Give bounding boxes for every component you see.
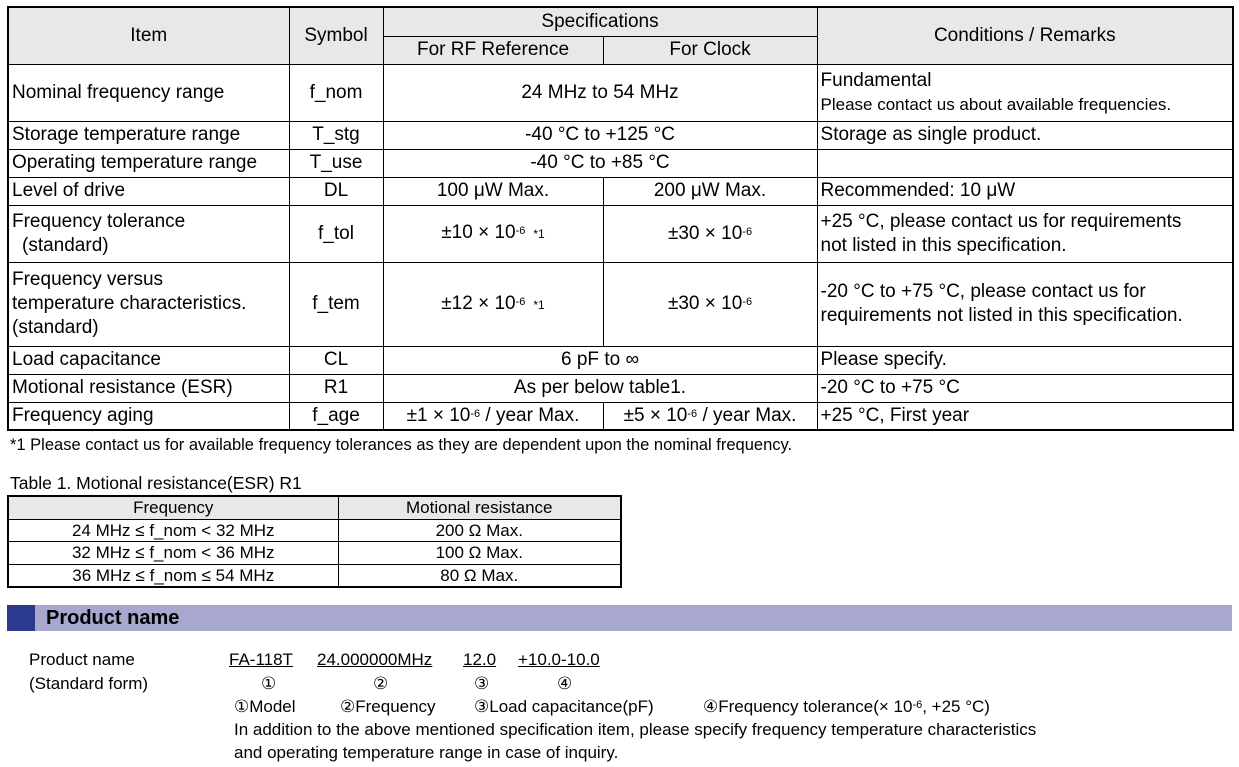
marker-2: ② <box>373 674 389 693</box>
item-line: temperature characteristics. <box>12 293 247 314</box>
table-row <box>8 564 621 587</box>
rf-value-cell: 100 μW Max. <box>383 177 603 205</box>
value-text: ±10 × 10 <box>441 222 516 243</box>
item-cell <box>8 262 289 346</box>
value-text: ±12 × 10 <box>441 292 516 314</box>
header-item: Item <box>8 7 289 64</box>
frequency-cell: 36 MHz ≤ f_nom ≤ 54 MHz <box>8 564 338 587</box>
rf-value-cell <box>383 205 603 262</box>
header-specifications: Specifications <box>383 7 817 36</box>
symbol-cell: f_age <box>289 402 383 430</box>
symbol-cell: CL <box>289 346 383 374</box>
table-row <box>8 402 1233 430</box>
item-line: Frequency tolerance <box>12 210 186 232</box>
standard-form-label: (Standard form) <box>29 674 149 693</box>
remark-cell: -20 °C to +75 °C <box>817 374 1233 402</box>
item-line: Frequency versus <box>12 269 164 290</box>
legend-tolerance <box>703 697 990 717</box>
rf-value-cell <box>383 262 603 346</box>
footnote-ref: *1 <box>533 297 545 312</box>
remark-line: Fundamental <box>820 69 932 91</box>
table-row <box>8 64 1233 121</box>
note-line-2: and operating temperature range in case of inquiry. <box>234 743 619 762</box>
table-row <box>8 205 1233 262</box>
symbol-cell: f_tem <box>289 262 383 346</box>
part-frequency: 24.000000MHz <box>317 650 433 669</box>
legend-model: ①Model <box>234 697 296 716</box>
item-cell <box>8 205 289 262</box>
product-name-label: Product name <box>29 650 135 669</box>
footnote-ref: *1 <box>533 227 545 241</box>
remark-cell <box>817 262 1233 346</box>
marker-1: ① <box>261 674 277 693</box>
resistance-cell: 80 Ω Max. <box>338 564 621 587</box>
clock-value-cell <box>603 262 817 346</box>
part-tolerance: +10.0-10.0 <box>518 650 600 669</box>
remark-line: +25 °C, please contact us for requirements <box>820 210 1182 232</box>
table-row <box>8 177 1233 205</box>
exponent: -6 <box>515 295 526 308</box>
table-row <box>8 149 1233 177</box>
item-cell: Load capacitance <box>8 346 289 374</box>
remark-line: -20 °C to +75 °C, please contact us for <box>820 281 1146 302</box>
note-line-1: In addition to the above mentioned specification item, please specify frequency temperature characteristics <box>234 720 1037 739</box>
part-load: 12.0 <box>463 650 497 669</box>
header-resistance: Motional resistance <box>338 496 621 519</box>
item-cell: Storage temperature range <box>8 121 289 149</box>
legend-text: , +25 °C) <box>922 697 990 716</box>
section-title: Product name <box>46 607 180 629</box>
clock-value-cell <box>603 205 817 262</box>
frequency-cell: 32 MHz ≤ f_nom < 36 MHz <box>8 542 338 565</box>
value-cell: 24 MHz to 54 MHz <box>383 64 817 121</box>
resistance-cell: 100 Ω Max. <box>338 542 621 565</box>
clock-value-cell <box>603 402 817 430</box>
remark-cell: Storage as single product. <box>817 121 1233 149</box>
remark-cell: Recommended: 10 μW <box>817 177 1233 205</box>
marker-3: ③ <box>474 674 490 693</box>
value-cell: As per below table1. <box>383 374 817 402</box>
remark-cell: Please specify. <box>817 346 1233 374</box>
item-cell: Level of drive <box>8 177 289 205</box>
value-text: ±30 × 10 <box>667 293 743 314</box>
header-for-rf: For RF Reference <box>383 36 603 64</box>
exponent: -6 <box>912 699 923 711</box>
value-cell: 6 pF to ∞ <box>383 346 817 374</box>
item-cell: Motional resistance (ESR) <box>8 374 289 402</box>
item-line: (standard) <box>12 317 99 338</box>
specifications-table <box>7 6 1234 431</box>
header-symbol: Symbol <box>289 7 383 64</box>
legend-load: ③Load capacitance(pF) <box>474 697 654 716</box>
remark-cell <box>817 205 1233 262</box>
table1-caption: Table 1. Motional resistance(ESR) R1 <box>10 473 302 493</box>
clock-value-cell: 200 μW Max. <box>603 177 817 205</box>
header-frequency: Frequency <box>8 496 338 519</box>
part-model: FA-118T <box>229 650 293 669</box>
symbol-cell: R1 <box>289 374 383 402</box>
value-text: ±30 × 10 <box>667 222 743 244</box>
footnote: *1 Please contact us for available frequency tolerances as they are dependent upon the nominal frequency. <box>10 436 793 454</box>
item-cell: Frequency aging <box>8 402 289 430</box>
value-tail: / year Max. <box>697 404 797 426</box>
legend-frequency: ②Frequency <box>340 697 436 716</box>
exponent: -6 <box>515 225 526 237</box>
item-line: (standard) <box>22 234 109 256</box>
symbol-cell: T_use <box>289 149 383 177</box>
value-text: ±1 × 10 <box>406 404 471 426</box>
section-marker <box>7 605 35 631</box>
remark-cell <box>817 64 1233 121</box>
remark-cell <box>817 149 1233 177</box>
exponent: -6 <box>470 407 481 420</box>
value-tail: / year Max. <box>480 404 580 426</box>
remark-line: not listed in this specification. <box>820 234 1067 256</box>
symbol-cell: T_stg <box>289 121 383 149</box>
resistance-cell: 200 Ω Max. <box>338 519 621 542</box>
frequency-cell: 24 MHz ≤ f_nom < 32 MHz <box>8 519 338 542</box>
table-row <box>8 519 621 542</box>
item-cell: Nominal frequency range <box>8 64 289 121</box>
table-row <box>8 346 1233 374</box>
symbol-cell: f_nom <box>289 64 383 121</box>
value-cell: -40 °C to +125 °C <box>383 121 817 149</box>
rf-value-cell <box>383 402 603 430</box>
value-cell: -40 °C to +85 °C <box>383 149 817 177</box>
esr-table <box>7 495 622 588</box>
symbol-cell: f_tol <box>289 205 383 262</box>
remark-cell: +25 °C, First year <box>817 402 1233 430</box>
table-row <box>8 374 1233 402</box>
table-row <box>8 121 1233 149</box>
remark-line: requirements not listed in this specification. <box>820 305 1183 326</box>
header-conditions: Conditions / Remarks <box>817 7 1233 64</box>
marker-4: ④ <box>557 674 573 693</box>
exponent: -6 <box>687 407 698 420</box>
value-text: ±5 × 10 <box>623 404 688 426</box>
symbol-cell: DL <box>289 177 383 205</box>
header-for-clock: For Clock <box>603 36 817 64</box>
exponent: -6 <box>742 296 753 308</box>
item-cell: Operating temperature range <box>8 149 289 177</box>
exponent: -6 <box>742 225 753 238</box>
remark-line: Please contact us about available frequencies. <box>820 94 1172 114</box>
table-row <box>8 542 621 565</box>
product-name-section-header <box>7 605 1232 631</box>
legend-text: ④Frequency tolerance(× 10 <box>703 697 913 716</box>
table-row <box>8 262 1233 346</box>
